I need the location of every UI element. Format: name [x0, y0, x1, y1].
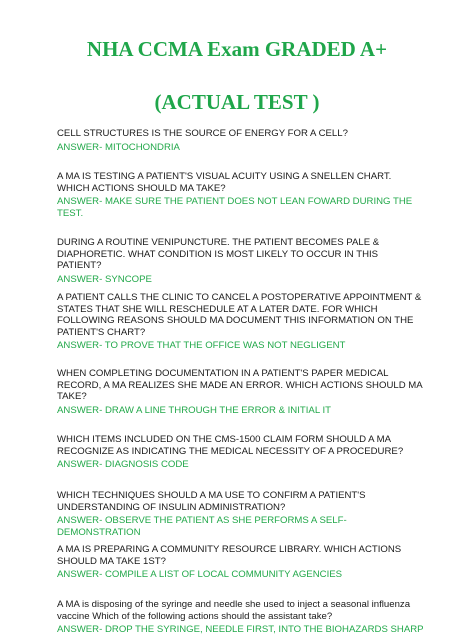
answer-text: ANSWER- DRAW A LINE THROUGH THE ERROR & INITIAL IT: [57, 404, 331, 416]
qa-item: [57, 490, 425, 538]
qa-item: [57, 544, 425, 581]
document-title: NHA CCMA Exam GRADED A+: [86, 37, 388, 61]
answer-text: ANSWER- OBSERVE THE PATIENT AS SHE PERFORMS A SELF-DEMONSTRATION: [57, 515, 347, 538]
qa-item: [57, 434, 425, 471]
question-text: WHICH TECHNIQUES SHOULD A MA USE TO CONFIRM A PATIENT'S UNDERSTANDING OF INSULIN ADMINISTRATION?: [57, 490, 366, 513]
question-text: WHICH ITEMS INCLUDED ON THE CMS-1500 CLAIM FORM SHOULD A MA RECOGNIZE AS INDICATING THE MEDICAL NECESSITY OF A PROCEDURE?: [57, 434, 404, 457]
answer-text: ANSWER- TO PROVE THAT THE OFFICE WAS NOT NEGLIGENT: [57, 340, 346, 352]
document-subtitle: (ACTUAL TEST ): [154, 90, 320, 114]
question-text: DURING A ROUTINE VENIPUNCTURE. THE PATIENT BECOMES PALE & DIAPHORETIC. WHAT CONDITION IS MOST LIKELY TO OCCUR IN THIS PATIENT?: [57, 237, 380, 272]
answer-text: ANSWER- DIAGNOSIS CODE: [57, 459, 189, 471]
qa-item: [57, 128, 425, 153]
question-text: A MA IS PREPARING A COMMUNITY RESOURCE LIBRARY. WHICH ACTIONS SHOULD MA TAKE 1ST?: [57, 544, 402, 567]
qa-item: [57, 171, 425, 219]
question-text: A MA is disposing of the syringe and needle she used to inject a seasonal influenza vaccine Which of the following actions should the assistant take?: [57, 599, 411, 622]
question-text: WHEN COMPLETING DOCUMENTATION IN A PATIENT'S PAPER MEDICAL RECORD, A MA REALIZES SHE MADE AN ERROR. WHICH ACTIONS SHOULD MA TAKE?: [57, 368, 423, 403]
answer-text: ANSWER- DROP THE SYRINGE, NEEDLE FIRST, INTO THE BIOHAZARDS SHARP: [57, 624, 424, 636]
qa-item: [57, 599, 425, 636]
answer-text: ANSWER- SYNCOPE: [57, 273, 152, 285]
qa-item: [57, 237, 425, 285]
question-text: CELL STRUCTURES IS THE SOURCE OF ENERGY FOR A CELL?: [57, 128, 348, 139]
qa-item: [57, 292, 425, 352]
question-text: A MA IS TESTING A PATIENT'S VISUAL ACUITY USING A SNELLEN CHART. WHICH ACTIONS SHOULD MA TAKE?: [57, 171, 392, 194]
qa-item: [57, 368, 425, 416]
answer-text: ANSWER- MITOCHONDRIA: [57, 141, 180, 153]
question-text: A PATIENT CALLS THE CLINIC TO CANCEL A POSTOPERATIVE APPOINTMENT & STATES THAT SHE WILL RESCHEDULE AT A LATER DATE. FOR WHICH FOLLOWING REASONS SHOULD MA DOCUMENT THIS INFORMATION ON THE PATIENT'S CHART?: [57, 292, 422, 338]
answer-text: ANSWER- MAKE SURE THE PATIENT DOES NOT LEAN FOWARD DURING THE TEST.: [57, 196, 413, 219]
answer-text: ANSWER- COMPILE A LIST OF LOCAL COMMUNITY AGENCIES: [57, 569, 343, 581]
